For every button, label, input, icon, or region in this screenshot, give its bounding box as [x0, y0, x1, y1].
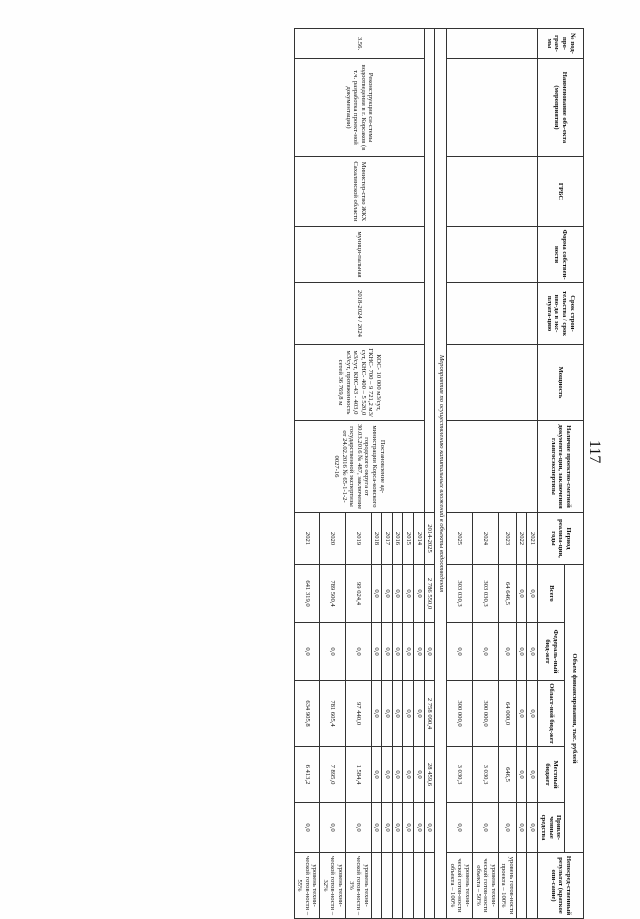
federal-cell: 0,0 — [403, 623, 414, 681]
section-title-row — [435, 29, 447, 919]
result-cell — [527, 853, 538, 919]
regional-cell: 0,0 — [382, 681, 393, 747]
private-cell: 0,0 — [498, 803, 516, 853]
result-cell: уровень техни-ческой готов-ности объекта – 50% — [472, 853, 498, 919]
federal-cell: 0,0 — [516, 623, 527, 681]
private-cell: 0,0 — [424, 803, 435, 853]
federal-cell: 0,0 — [424, 623, 435, 681]
local-cell: 3 030,3 — [447, 747, 473, 803]
federal-cell: 0,0 — [320, 623, 346, 681]
regional-cell: 781 605,4 — [320, 681, 346, 747]
federal-cell: 0,0 — [346, 623, 372, 681]
private-cell: 0,0 — [516, 803, 527, 853]
regional-cell: 2 758 090,4 — [424, 681, 435, 747]
period-cell: 2014 — [414, 513, 425, 565]
local-cell: 0,0 — [516, 747, 527, 803]
result-cell — [414, 853, 425, 919]
result-cell — [424, 853, 435, 919]
private-cell: 0,0 — [392, 803, 403, 853]
period-cell: 2014-2025 — [424, 513, 435, 565]
regional-cell: 0,0 — [371, 681, 382, 747]
total-cell: 0,0 — [516, 565, 527, 623]
local-cell: 0,0 — [371, 747, 382, 803]
private-cell: 0,0 — [403, 803, 414, 853]
total-cell: 0,0 — [382, 565, 393, 623]
regional-cell: 0,0 — [392, 681, 403, 747]
header-private: Привле-ченные средства — [538, 803, 565, 853]
private-cell: 0,0 — [447, 803, 473, 853]
total-cell: 0,0 — [392, 565, 403, 623]
total-cell: 303 030,3 — [447, 565, 473, 623]
federal-cell: 0,0 — [371, 623, 382, 681]
result-cell — [371, 853, 382, 919]
header-no: № под-про-грам-мы — [538, 29, 584, 59]
header-name: Наименование объ-екта (мероприятия) — [538, 59, 584, 157]
item-grbs: Министер-ство ЖКХ Сахалинской области — [294, 157, 424, 227]
regional-cell: 0,0 — [403, 681, 414, 747]
federal-cell: 0,0 — [447, 623, 473, 681]
local-cell: 7 895,0 — [320, 747, 346, 803]
result-cell: уровень готов-ности проекта – 100% — [498, 853, 516, 919]
local-cell: 0,0 — [414, 747, 425, 803]
federal-cell: 0,0 — [382, 623, 393, 681]
item-number: 3.56. — [294, 29, 424, 59]
period-cell: 2017 — [382, 513, 393, 565]
item-name: Реконструкция си-стемы водоотведения в г. Корсаков (в т.ч. разработка проект-ной документации) — [294, 59, 424, 157]
total-cell: 99 024,4 — [346, 565, 372, 623]
period-cell: 2019 — [346, 513, 372, 565]
result-cell: уровень техни-ческой готов-ности – 3% — [346, 853, 372, 919]
total-cell: 2 786 550,0 — [424, 565, 435, 623]
result-cell: уровень техни-ческой готов-ности объекта – 100% — [447, 853, 473, 919]
private-cell: 0,0 — [414, 803, 425, 853]
period-cell: 2025 — [447, 513, 473, 565]
local-cell: 3 030,3 — [472, 747, 498, 803]
total-cell: 0,0 — [371, 565, 382, 623]
result-cell: уровень техни-ческой готов-ности – 32% — [320, 853, 346, 919]
header-result: Непосред-ственный результат (краткое опи-сание) — [538, 853, 584, 919]
funding-table — [294, 28, 584, 919]
header-docs: Наличие проектно-сметной документа-ции, заключения главгосэкспертизы — [538, 421, 584, 513]
header-ownership: Форма собствен-ности — [538, 227, 584, 283]
header-grbs: ГРБС — [538, 157, 584, 227]
total-cell: 303 030,3 — [472, 565, 498, 623]
result-cell: уровень техни-ческой готов-ности – 55% — [294, 853, 320, 919]
table-row — [527, 29, 538, 919]
private-cell: 0,0 — [527, 803, 538, 853]
federal-cell: 0,0 — [392, 623, 403, 681]
table-row — [414, 29, 425, 919]
total-cell: 0,0 — [527, 565, 538, 623]
item-term: 2018-2024 / 2024 — [294, 283, 424, 345]
result-cell — [392, 853, 403, 919]
period-cell: 2015 — [403, 513, 414, 565]
period-cell: 2021 — [294, 513, 320, 565]
period-cell: 2022 — [516, 513, 527, 565]
total-cell: 0,0 — [403, 565, 414, 623]
item-ownership: муници-пальная — [294, 227, 424, 283]
local-cell: 0,0 — [527, 747, 538, 803]
header-total: Всего — [538, 565, 565, 623]
header-funding: Объем финансирования, тыс. рублей — [565, 565, 584, 853]
federal-cell: 0,0 — [294, 623, 320, 681]
period-cell: 2023 — [498, 513, 516, 565]
period-cell: 2021 — [527, 513, 538, 565]
page-number: 117 — [586, 440, 603, 464]
header-period: Период реализа-ции, годы — [538, 513, 584, 565]
section-total-row — [424, 29, 435, 919]
total-cell: 64 646,5 — [498, 565, 516, 623]
total-cell: 0,0 — [414, 565, 425, 623]
item-capacity: КОС- 10 000 м3/сут, ГКНС- 700 – 9 721,2 м3/сут, КНС- 400 – 5 520,0 м3/сут, КНС-43 - 403,0 м3/сут, протяженность сетей 36 769,8 м — [294, 345, 424, 421]
local-cell: 1 584,4 — [346, 747, 372, 803]
regional-cell: 634 905,8 — [294, 681, 320, 747]
private-cell: 0,0 — [294, 803, 320, 853]
local-cell: 646,5 — [498, 747, 516, 803]
private-cell: 0,0 — [346, 803, 372, 853]
regional-cell: 0,0 — [527, 681, 538, 747]
period-cell: 2018 — [371, 513, 382, 565]
private-cell: 0,0 — [320, 803, 346, 853]
local-cell: 0,0 — [382, 747, 393, 803]
regional-cell: 64 000,0 — [498, 681, 516, 747]
header-row-1 — [565, 29, 584, 919]
total-cell: 641 319,0 — [294, 565, 320, 623]
private-cell: 0,0 — [472, 803, 498, 853]
result-cell — [516, 853, 527, 919]
federal-cell: 0,0 — [527, 623, 538, 681]
section-title: Мероприятия по осуществлению капитальных вложений в объекты водоотведения — [435, 29, 447, 919]
result-cell — [403, 853, 414, 919]
local-cell: 6 413,2 — [294, 747, 320, 803]
regional-cell: 0,0 — [414, 681, 425, 747]
local-cell: 0,0 — [392, 747, 403, 803]
private-cell: 0,0 — [371, 803, 382, 853]
item-docs: Постановление ад-министрации Корса-ковского городского округа от 30.03.2016 № 487, заключение государственной экспертизы от 24.02.2016 № 65-1-1-2-0027-16 — [294, 421, 424, 513]
local-cell: 28 459,6 — [424, 747, 435, 803]
header-capacity: Мощность — [538, 345, 584, 421]
regional-cell: 0,0 — [516, 681, 527, 747]
regional-cell: 300 000,0 — [472, 681, 498, 747]
federal-cell: 0,0 — [414, 623, 425, 681]
period-cell: 2016 — [392, 513, 403, 565]
period-cell: 2024 — [472, 513, 498, 565]
local-cell: 0,0 — [403, 747, 414, 803]
result-cell — [382, 853, 393, 919]
regional-cell: 300 000,0 — [447, 681, 473, 747]
header-federal: Федераль-ный бюд-жет — [538, 623, 565, 681]
total-cell: 789 500,4 — [320, 565, 346, 623]
header-local: Местный бюджет — [538, 747, 565, 803]
private-cell: 0,0 — [382, 803, 393, 853]
header-term: Срок строи-тельства / срок вво-да в экс-плуата-цию — [538, 283, 584, 345]
period-cell: 2020 — [320, 513, 346, 565]
header-regional: Област-ной бюд-жет — [538, 681, 565, 747]
federal-cell: 0,0 — [498, 623, 516, 681]
federal-cell: 0,0 — [472, 623, 498, 681]
regional-cell: 97 440,0 — [346, 681, 372, 747]
